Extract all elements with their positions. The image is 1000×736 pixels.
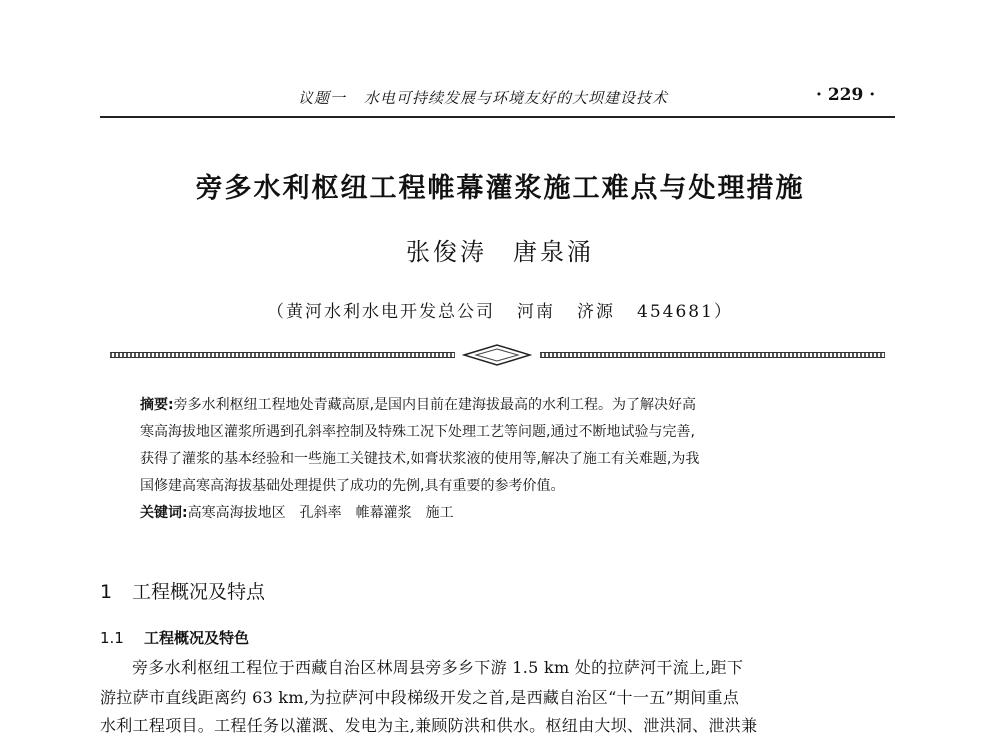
affiliation-city: 济源 xyxy=(577,302,616,322)
section-heading xyxy=(100,577,265,604)
affiliation xyxy=(0,297,1000,322)
body-line: 游拉萨市直线距离约 63 km,为拉萨河中段梯级开发之首,是西藏自治区“十一五”期间重点 xyxy=(100,688,740,707)
abstract-line: 获得了灌浆的基本经验和一些施工关键技术,如膏状浆液的使用等,解决了施工有关难题,为我 xyxy=(140,451,700,467)
author-name: 唐泉涌 xyxy=(513,238,594,266)
affiliation-province: 河南 xyxy=(517,302,556,322)
subsection-number: 1.1 xyxy=(100,629,124,647)
author-list xyxy=(0,232,1000,267)
body-line: 水利工程项目。工程任务以灌溉、发电为主,兼顾防洪和供水。枢纽由大坝、泄洪洞、泄洪兼 xyxy=(100,716,758,735)
abstract-line: 国修建高寒高海拔基础处理提供了成功的先例,具有重要的参考价值。 xyxy=(140,478,565,494)
paper-title: 旁多水利枢纽工程帷幕灌浆施工难点与处理措施 xyxy=(195,173,805,204)
ornament-line-left xyxy=(110,352,455,358)
body-line: 旁多水利枢纽工程位于西藏自治区林周县旁多乡下游 1.5 km 处的拉萨河干流上,距下 xyxy=(132,658,744,677)
abstract-line: 寒高海拔地区灌浆所遇到孔斜率控制及特殊工况下处理工艺等问题,通过不断地试验与完善, xyxy=(140,424,695,440)
subsection-heading xyxy=(100,627,249,648)
running-header-topic: 议题一 xyxy=(298,89,347,107)
keywords-text: 高寒高海拔地区 孔斜率 帷幕灌浆 施工 xyxy=(187,505,454,521)
running-header xyxy=(298,87,668,108)
keywords-label: 关键词: xyxy=(140,505,188,521)
ornament-diamond-icon xyxy=(462,343,532,367)
abstract-text: 旁多水利枢纽工程地处青藏高原,是国内目前在建海拔最高的水利工程。为了解决好高 xyxy=(173,397,697,413)
subsection-title: 工程概况及特色 xyxy=(144,629,250,647)
abstract-line xyxy=(140,394,860,414)
author-name: 张俊涛 xyxy=(406,238,487,266)
affiliation-org: （黄河水利水电开发总公司 xyxy=(267,302,496,322)
keywords-line xyxy=(140,502,860,522)
section-number: 1 xyxy=(100,581,113,603)
abstract-label: 摘要: xyxy=(140,397,174,413)
section-title: 工程概况及特点 xyxy=(132,581,266,603)
header-rule xyxy=(100,116,895,118)
affiliation-postcode: 454681） xyxy=(637,302,733,322)
page-number: · 229 · xyxy=(816,85,876,105)
ornament-line-right xyxy=(540,352,885,358)
running-header-subtitle: 水电可持续发展与环境友好的大坝建设技术 xyxy=(364,89,669,107)
